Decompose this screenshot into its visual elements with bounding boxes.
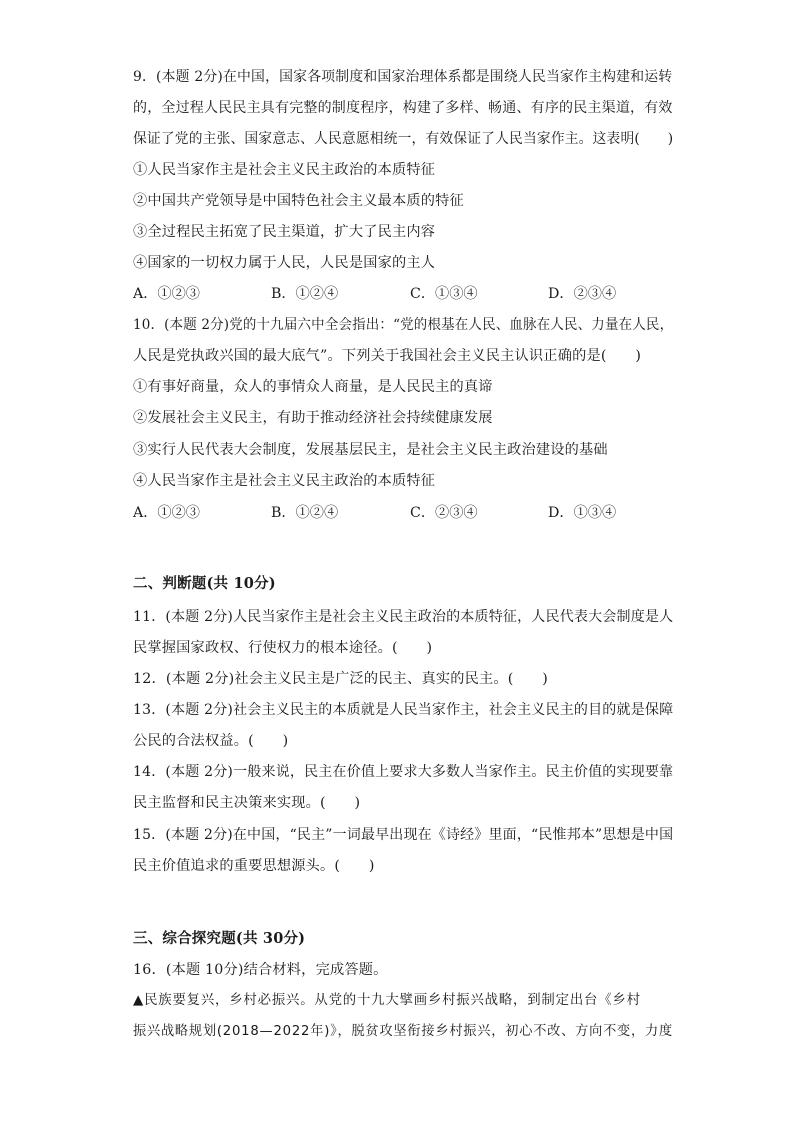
q11-line-1: 11．(本题 2分)人民当家作主是社会主义民主政治的本质特征，人民代表大会制度是人 — [133, 609, 674, 625]
q10-option-b[interactable]: B．①②④ — [271, 505, 339, 521]
q15-line-2: 民主价值追求的重要思想源头。( ) — [133, 858, 375, 874]
section-2-title: 二、判断题(共 10分) — [133, 575, 276, 592]
q10-option-a[interactable]: A．①②③ — [133, 505, 200, 521]
q9-option-d[interactable]: D．②③④ — [548, 286, 617, 302]
q10-option-d[interactable]: D．①③④ — [548, 505, 617, 521]
q10-line-2: 人民是党执政兴国的最大底气”。下列关于我国社会主义民主认识正确的是( ) — [133, 348, 642, 364]
q16-material-line-1: ▲民族要复兴，乡村必振兴。从党的十九大擘画乡村振兴战略，到制定出台《乡村 — [133, 993, 641, 1008]
q9-item-4: ④国家的一切权力属于人民，人民是国家的主人 — [133, 255, 436, 271]
q9-item-2: ②中国共产党领导是中国特色社会主义最本质的特征 — [133, 193, 464, 209]
q16-material-line-2: 振兴战略规划(2018—2022年)》，脱贫攻坚衔接乡村振兴，初心不改、方向不变，力度 — [133, 1024, 673, 1039]
q13-line-1: 13．(本题 2分)社会主义民主的本质就是人民当家作主，社会主义民主的目的就是保障 — [133, 702, 674, 718]
q11-line-2: 民掌握国家政权、行使权力的根本途径。( ) — [133, 640, 433, 656]
q9-option-c[interactable]: C．①③④ — [410, 286, 478, 302]
q10-item-4: ④人民当家作主是社会主义民主政治的本质特征 — [133, 473, 436, 489]
q9-item-3: ③全过程民主拓宽了民主渠道，扩大了民主内容 — [133, 224, 436, 240]
q9-line-1: 9．(本题 2分)在中国，国家各项制度和国家治理体系都是围绕人民当家作主构建和运转 — [133, 69, 673, 85]
q10-item-3: ③实行人民代表大会制度，发展基层民主，是社会主义民主政治建设的基础 — [133, 442, 608, 458]
q10-line-1: 10．(本题 2分)党的十九届六中全会指出：“党的根基在人民、血脉在人民、力量在人民， — [133, 317, 674, 333]
q14-line-1: 14．(本题 2分)一般来说，民主在价值上要求大多数人当家作主。民主价值的实现要靠 — [133, 764, 674, 780]
q9-option-b[interactable]: B．①②④ — [271, 286, 339, 302]
q14-line-2: 民主监督和民主决策来实现。( ) — [133, 795, 361, 811]
q16-line-1: 16．(本题 10分)结合材料，完成答题。 — [133, 962, 388, 978]
q10-options — [133, 503, 663, 523]
q9-line-2: 的，全过程人民民主具有完整的制度程序，构建了多样、畅通、有序的民主渠道，有效 — [133, 100, 673, 116]
q10-item-1: ①有事好商量，众人的事情众人商量，是人民民主的真谛 — [133, 379, 493, 395]
q10-option-c[interactable]: C．②③④ — [410, 505, 478, 521]
section-3-title: 三、综合探究题(共 30分) — [133, 930, 306, 947]
q10-item-2: ②发展社会主义民主，有助于推动经济社会持续健康发展 — [133, 410, 493, 426]
q9-line-3: 保证了党的主张、国家意志、人民意愿相统一，有效保证了人民当家作主。这表明( ) — [133, 131, 674, 147]
q12-line-1: 12．(本题 2分)社会主义民主是广泛的民主、真实的民主。( ) — [133, 671, 549, 687]
q15-line-1: 15．(本题 2分)在中国，“民主”一词最早出现在《诗经》里面，“民惟邦本”思想是中国 — [133, 827, 674, 843]
q9-option-a[interactable]: A．①②③ — [133, 286, 200, 302]
q13-line-2: 公民的合法权益。( ) — [133, 733, 289, 749]
q9-options — [133, 284, 663, 304]
q9-item-1: ①人民当家作主是社会主义民主政治的本质特征 — [133, 162, 436, 178]
